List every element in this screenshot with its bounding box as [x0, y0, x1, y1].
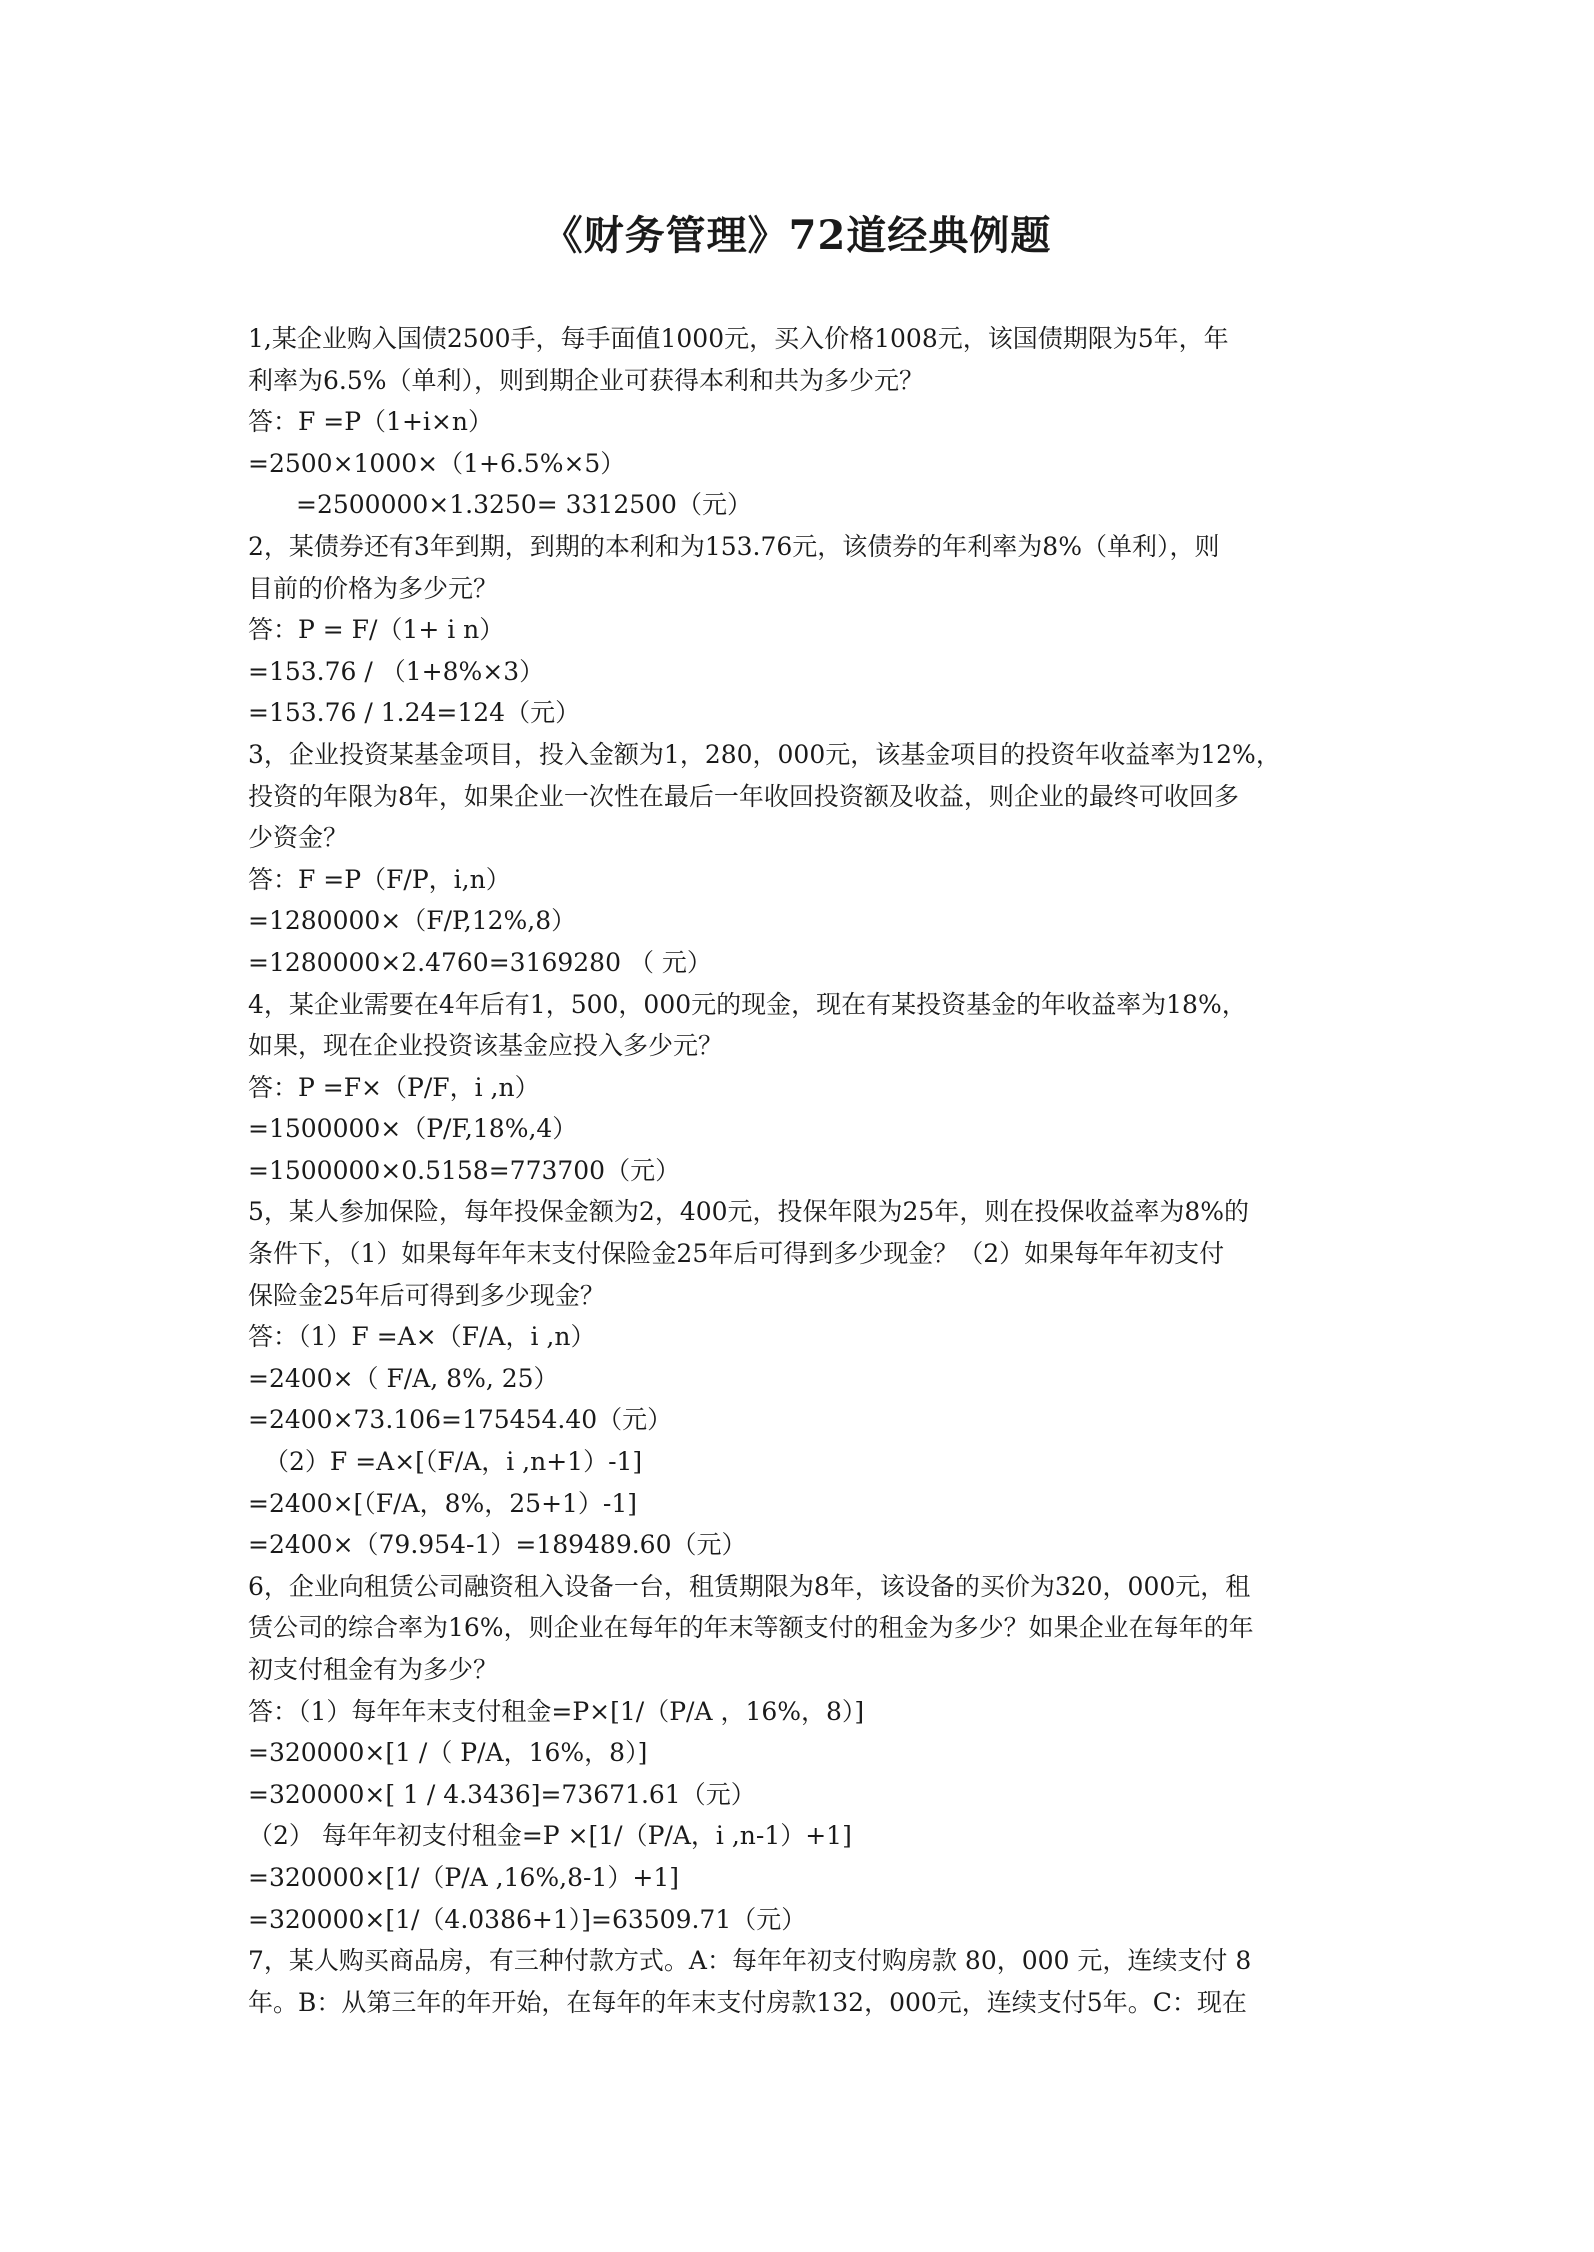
- text-line: =2500000×1.3250= 3312500（元）: [296, 490, 752, 520]
- text-line: =320000×[1 /（ P/A，16%，8）]: [248, 1738, 648, 1768]
- text-line: =2400×[（F/A，8%，25+1）-1]: [248, 1488, 638, 1518]
- text-line: 1,某企业购入国债2500手，每手面值1000元，买入价格1008元，该国债期限为5年，年: [248, 324, 1229, 353]
- text-line: （2） 每年年初支付租金=P ×[1/（P/A，i ,n-1）+1]: [248, 1821, 852, 1851]
- text-line: 6，企业向租赁公司融资租入设备一台，租赁期限为8年，该设备的买价为320，000元，租: [248, 1571, 1251, 1601]
- text-line: 答：P =F×（P/F，i ,n）: [248, 1072, 540, 1102]
- text-line: 5，某人参加保险，每年投保金额为2，400元，投保年限为25年，则在投保收益率为8%的: [248, 1197, 1250, 1227]
- text-line: =1280000×（F/P,12%,8）: [248, 906, 577, 936]
- text-line: =153.76 / （1+8%×3）: [248, 656, 545, 686]
- text-line: 赁公司的综合率为16%，则企业在每年的年末等额支付的租金为多少？如果企业在每年的年: [248, 1613, 1254, 1643]
- text-line: 初支付租金有为多少？: [248, 1655, 499, 1684]
- text-line: 答：（1）F =A×（F/A，i ,n）: [248, 1322, 596, 1352]
- text-line: 2，某债券还有3年到期，到期的本利和为153.76元，该债券的年利率为8%（单利），则: [248, 531, 1220, 561]
- text-line: =2400×（ F/A, 8%, 25）: [248, 1363, 559, 1393]
- text-line: =1500000×（P/F,18%,4）: [248, 1114, 578, 1144]
- text-line: 利率为6.5%（单利），则到期企业可获得本利和共为多少元？: [248, 365, 925, 395]
- text-line: 答：F =P（F/P，i,n）: [248, 864, 511, 894]
- text-line: 目前的价格为多少元？: [248, 573, 499, 603]
- text-line: 答：F =P（1+i×n）: [248, 407, 493, 437]
- text-line: =2400×（79.954-1）=189489.60（元）: [248, 1530, 747, 1560]
- text-line: 4，某企业需要在4年后有1，500，000元的现金，现在有某投资基金的年收益率为18%，: [248, 989, 1247, 1019]
- document-body: [248, 318, 1358, 2023]
- text-line: =153.76 / 1.24=124（元）: [248, 698, 581, 728]
- text-line: 如果，现在企业投资该基金应投入多少元？: [248, 1031, 724, 1061]
- text-line: 年。B：从第三年的年开始，在每年的年末支付房款132，000元，连续支付5年。C：现在: [248, 1987, 1247, 2017]
- text-line: 答：P = F/（1+ i n）: [248, 615, 505, 645]
- text-line: =320000×[ 1 / 4.3436]=73671.61（元）: [248, 1779, 756, 1809]
- text-line: =1500000×0.5158=773700（元）: [248, 1155, 681, 1185]
- text-line: （2）F =A×[（F/A，i ,n+1）-1]: [264, 1447, 643, 1477]
- text-line: 少资金？: [248, 823, 349, 853]
- page-title: 《财务管理》72道经典例题: [542, 212, 1052, 259]
- text-line: 3，企业投资某基金项目，投入金额为1，280，000元，该基金项目的投资年收益率为12%，: [248, 739, 1281, 769]
- text-line: =320000×[1/（P/A ,16%,8-1）+1]: [248, 1862, 679, 1892]
- text-line: 答：（1）每年年末支付租金=P×[1/（P/A ，16%，8）]: [248, 1696, 865, 1726]
- text-line: 7，某人购买商品房，有三种付款方式。A：每年年初支付购房款 80，000 元，连续支付 8: [248, 1946, 1252, 1976]
- text-line: 条件下，（1）如果每年年末支付保险金25年后可得到多少现金？（2）如果每年年初支付: [248, 1239, 1225, 1269]
- text-line: 保险金25年后可得到多少现金？: [248, 1280, 605, 1310]
- text-line: 投资的年限为8年，如果企业一次性在最后一年收回投资额及收益，则企业的最终可收回多: [248, 781, 1239, 811]
- text-line: =2400×73.106=175454.40（元）: [248, 1405, 673, 1435]
- text-line: =320000×[1/（4.0386+1）]=63509.71（元）: [248, 1904, 807, 1934]
- text-line: =1280000×2.4760=3169280 （ 元）: [248, 947, 712, 977]
- text-line: =2500×1000×（1+6.5%×5）: [248, 448, 626, 478]
